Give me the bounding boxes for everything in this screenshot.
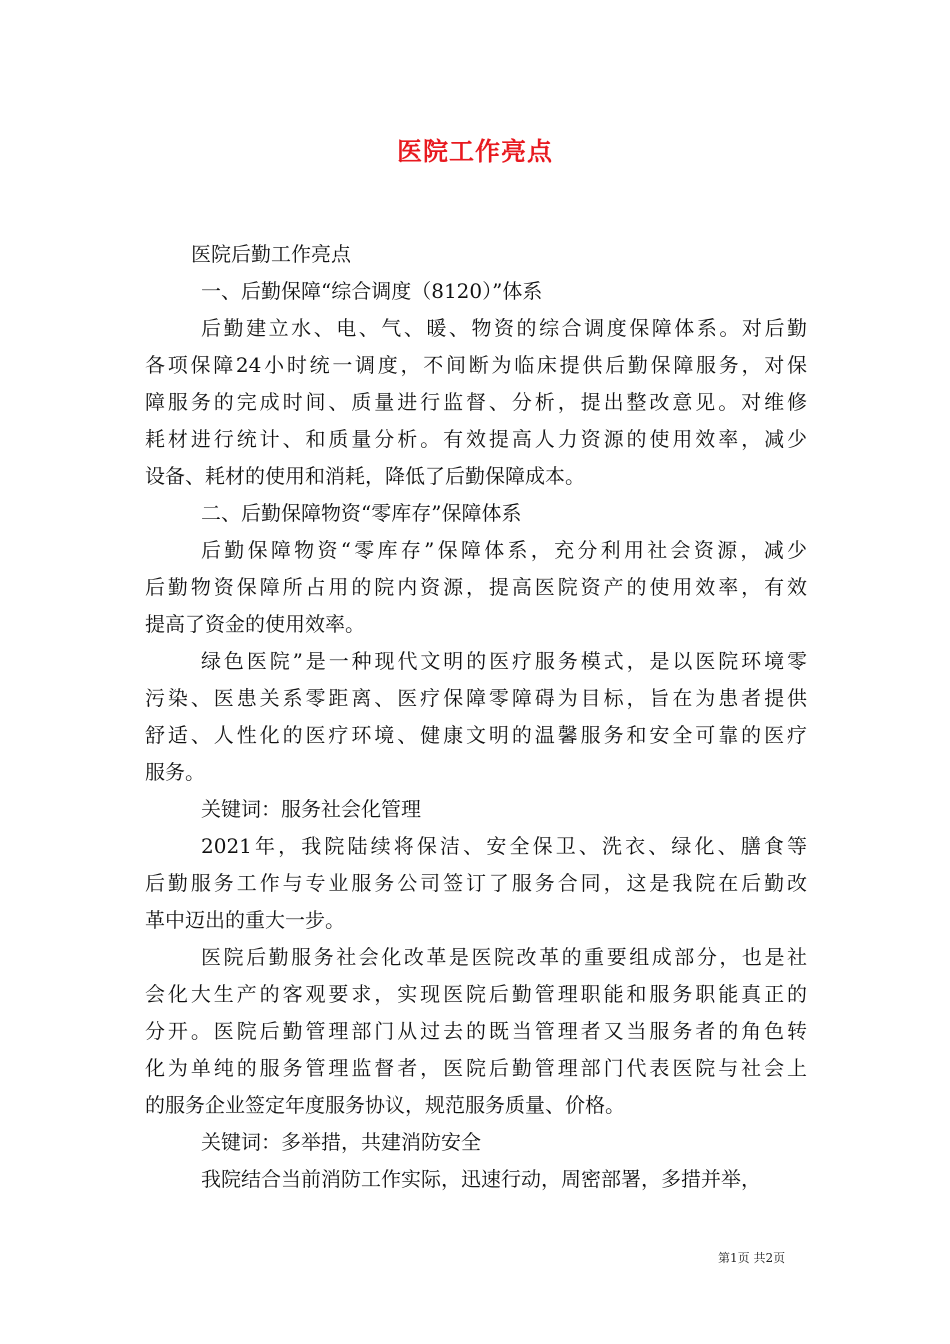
paragraph-line: 服务。 [145, 760, 205, 784]
paragraph-line: 关键词：多举措，共建消防安全 [201, 1130, 481, 1154]
paragraph-line: 的服务企业签定年度服务协议，规范服务质量、价格。 [145, 1093, 625, 1117]
paragraph-line: 关键词：服务社会化管理 [201, 797, 421, 821]
paragraph-line: 障服务的完成时间、质量进行监督、分析，提出整改意见。对维修 [145, 390, 807, 414]
paragraph-line: 化为单纯的服务管理监督者，医院后勤管理部门代表医院与社会上 [145, 1056, 807, 1080]
paragraph-line: 绿色医院”是一种现代文明的医疗服务模式，是以医院环境零 [201, 649, 807, 673]
paragraph-line: 各项保障24小时统一调度，不间断为临床提供后勤保障服务，对保 [145, 353, 807, 377]
paragraph-line: 二、后勤保障物资“零库存”保障体系 [201, 501, 522, 525]
document-body [145, 236, 807, 1198]
paragraph-line: 耗材进行统计、和质量分析。有效提高人力资源的使用效率，减少 [145, 427, 807, 451]
paragraph-line: 后勤保障物资“零库存”保障体系，充分利用社会资源，减少 [201, 538, 807, 562]
paragraph-line: 后勤物资保障所占用的院内资源，提高医院资产的使用效率，有效 [145, 575, 807, 599]
paragraph-line: 医院后勤工作亮点 [191, 242, 351, 266]
paragraph-line: 会化大生产的客观要求，实现医院后勤管理职能和服务职能真正的 [145, 982, 807, 1006]
paragraph-line: 分开。医院后勤管理部门从过去的既当管理者又当服务者的角色转 [145, 1019, 807, 1043]
paragraph-line: 革中迈出的重大一步。 [145, 908, 345, 932]
paragraph-line: 提高了资金的使用效率。 [145, 612, 365, 636]
paragraph-line: 舒适、人性化的医疗环境、健康文明的温馨服务和安全可靠的医疗 [145, 723, 807, 747]
paragraph-line: 我院结合当前消防工作实际，迅速行动，周密部署，多措并举， [201, 1167, 761, 1191]
page-number: 第1页 共2页 [718, 1251, 786, 1265]
document-title: 医院工作亮点 [396, 137, 553, 166]
paragraph-line: 污染、医患关系零距离、医疗保障零障碍为目标，旨在为患者提供 [145, 686, 807, 710]
paragraph-line: 后勤服务工作与专业服务公司签订了服务合同，这是我院在后勤改 [145, 871, 807, 895]
paragraph-line: 设备、耗材的使用和消耗，降低了后勤保障成本。 [145, 464, 585, 488]
paragraph-line: 后勤建立水、电、气、暖、物资的综合调度保障体系。对后勤 [201, 316, 807, 340]
paragraph-line: 医院后勤服务社会化改革是医院改革的重要组成部分，也是社 [201, 945, 807, 969]
paragraph-line: 一、后勤保障“综合调度（8120）”体系 [201, 279, 543, 303]
paragraph-line: 2021年，我院陆续将保洁、安全保卫、洗衣、绿化、膳食等 [201, 834, 807, 858]
